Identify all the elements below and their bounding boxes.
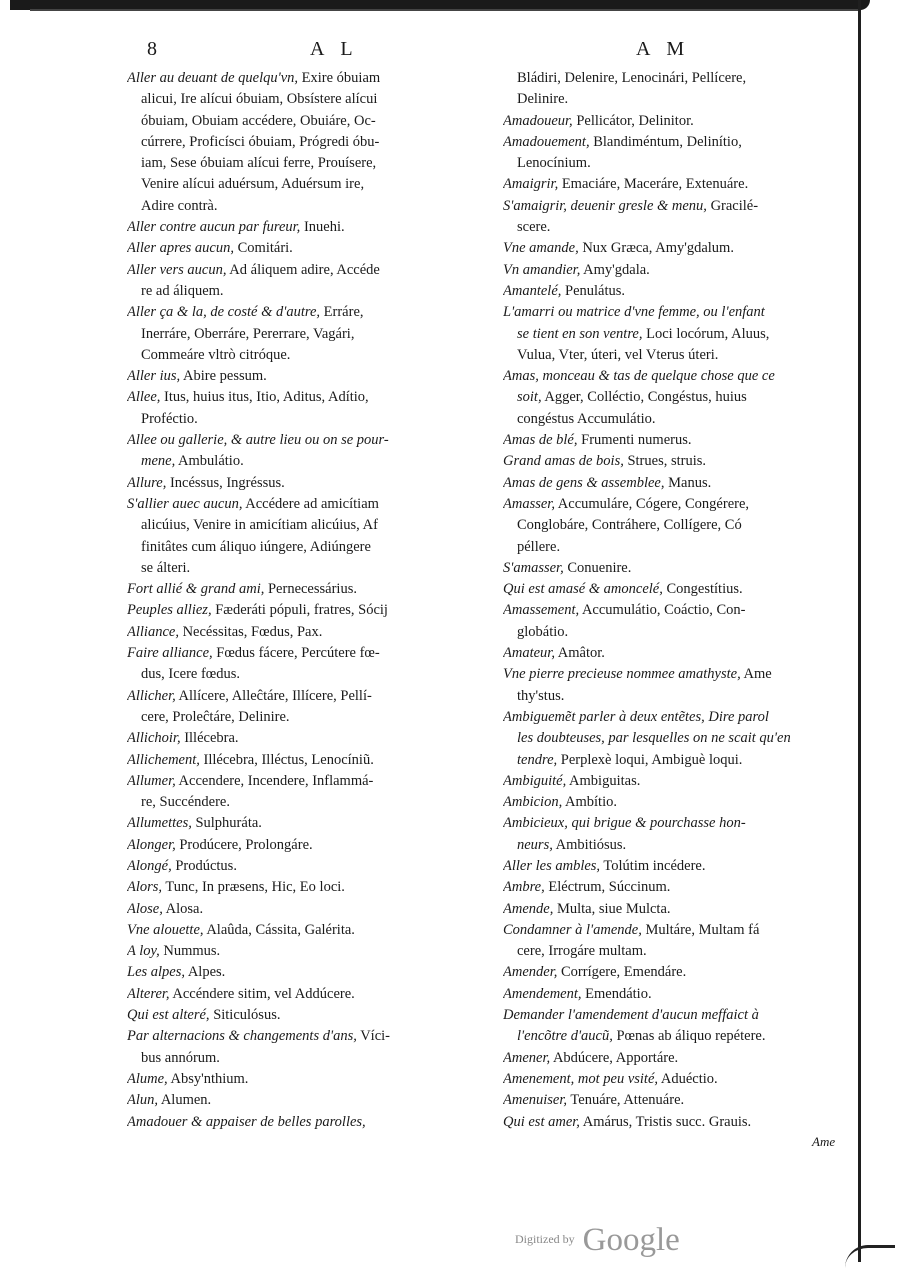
latin-equivalent: thy'stus.	[517, 687, 565, 704]
latin-equivalent: Tolútim incédere.	[600, 857, 706, 874]
dictionary-line	[127, 281, 481, 302]
latin-equivalent: Illécebra, Illéctus, Lenocíniũ.	[199, 751, 374, 768]
dictionary-line	[503, 856, 839, 877]
latin-equivalent: Conglobáre, Contráhere, Collígere, Có	[517, 517, 742, 534]
headword: Aller au deuant de quelqu'vn,	[127, 70, 299, 86]
headword: Faire alliance,	[127, 645, 213, 662]
latin-equivalent: Accéndere sitim, vel Addúcere.	[169, 985, 355, 1002]
latin-equivalent: re, Succéndere.	[141, 794, 230, 811]
headword: Aller contre aucun par fureur,	[127, 219, 301, 236]
latin-equivalent: Abire pessum.	[180, 368, 267, 385]
latin-equivalent: finitâtes cum áliquo iúngere, Adiúngere	[141, 538, 371, 555]
latin-equivalent: alicui, Ire alícui óbuiam, Obsístere alícui	[141, 91, 378, 108]
dictionary-line	[127, 686, 481, 707]
latin-equivalent: Alpes.	[185, 964, 226, 981]
latin-equivalent: Pellicátor, Delinitor.	[572, 112, 694, 129]
headword: Amende,	[503, 900, 554, 917]
latin-equivalent: Proféctio.	[141, 410, 198, 427]
latin-equivalent: Inuehi.	[300, 219, 345, 236]
latin-equivalent: Pernecessárius.	[264, 581, 357, 598]
headword: Amendement,	[503, 985, 582, 1002]
dictionary-line	[127, 856, 481, 877]
dictionary-line	[127, 153, 481, 174]
headword: Ambre,	[503, 879, 545, 896]
headword: Vne alouette,	[127, 921, 204, 938]
headword: Vne amande,	[503, 240, 579, 257]
latin-equivalent: Loci locórum, Aluus,	[642, 325, 770, 342]
dictionary-line	[503, 1069, 839, 1090]
latin-equivalent: Fœdus fácere, Percútere fœ-	[212, 645, 380, 662]
latin-equivalent: Inerráre, Oberráre, Pererrare, Vagári,	[141, 325, 355, 342]
dictionary-line	[503, 771, 839, 792]
dictionary-line	[127, 132, 481, 153]
dictionary-line	[503, 899, 839, 920]
latin-equivalent: Corrígere, Emendáre.	[557, 964, 687, 981]
headword: l'encõtre d'aucũ,	[517, 1028, 613, 1045]
dictionary-line	[127, 835, 481, 856]
headword: Les alpes,	[127, 964, 185, 981]
latin-equivalent: Ame	[740, 666, 772, 683]
digitized-by-text: Digitized by	[515, 1232, 575, 1246]
latin-equivalent: Eléctrum, Súccinum.	[544, 879, 671, 896]
dictionary-line	[503, 345, 839, 366]
dictionary-line	[127, 1069, 481, 1090]
latin-equivalent: Aduéctio.	[658, 1070, 718, 1087]
latin-equivalent: óbuiam, Obuiam accédere, Obuiáre, Oc-	[141, 112, 376, 129]
dictionary-line	[127, 941, 481, 962]
latin-equivalent: Alumen.	[158, 1092, 212, 1109]
latin-equivalent: Penulátus.	[561, 282, 626, 299]
latin-equivalent: cúrrere, Proficísci óbuiam, Prógredi óbu-	[141, 133, 380, 150]
dictionary-line	[503, 1090, 839, 1111]
dictionary-line	[127, 494, 481, 515]
headword: Amadouer & appaiser de belles parolles,	[127, 1113, 366, 1130]
headword: Alonger,	[127, 836, 176, 853]
dictionary-line	[503, 835, 839, 856]
headword: soit,	[517, 389, 542, 406]
latin-equivalent: Adire contrà.	[141, 197, 218, 214]
headword: Amas, monceau & tas de quelque chose que ce	[503, 368, 775, 385]
dictionary-line	[503, 260, 839, 281]
latin-equivalent: iam, Sese óbuiam alícui ferre, Prouísere,	[141, 155, 377, 172]
headword: S'amaigrir, deuenir gresle & menu,	[503, 197, 707, 214]
latin-equivalent: Tenuáre, Attenuáre.	[567, 1092, 685, 1109]
dictionary-line	[127, 579, 481, 600]
dictionary-line	[503, 68, 839, 89]
dictionary-line	[503, 1048, 839, 1069]
headword: Amenuiser,	[503, 1092, 568, 1109]
headword: Amateur,	[503, 645, 555, 662]
dictionary-line	[127, 728, 481, 749]
headword: Amenement, mot peu vsité,	[503, 1070, 659, 1087]
dictionary-line	[503, 622, 839, 643]
headword: Alun,	[127, 1092, 159, 1109]
latin-equivalent: Frumenti numerus.	[577, 432, 692, 449]
latin-equivalent: Multáre, Multam fá	[641, 921, 760, 938]
latin-equivalent: Accumuláre, Cógere, Congérere,	[554, 495, 750, 512]
dictionary-line	[127, 899, 481, 920]
dictionary-line	[127, 89, 481, 110]
dictionary-line	[127, 473, 481, 494]
dictionary-line	[503, 217, 839, 238]
right-running-head: A M	[636, 38, 691, 60]
headword: S'allier auec aucun,	[127, 495, 243, 512]
google-logo: Google	[582, 1222, 680, 1258]
latin-equivalent: congéstus Accumulátio.	[517, 410, 656, 427]
dictionary-line	[127, 366, 481, 387]
headword: Qui est amer,	[503, 1113, 580, 1130]
dictionary-line	[127, 643, 481, 664]
latin-equivalent: Bládiri, Delenire, Lenocinári, Pellícere,	[517, 70, 747, 86]
dictionary-line	[127, 813, 481, 834]
headword: Amantelé,	[503, 282, 562, 299]
dictionary-line	[503, 196, 839, 217]
latin-equivalent: Absy'nthium.	[167, 1070, 249, 1087]
latin-equivalent: re ad áliquem.	[141, 282, 224, 299]
latin-equivalent: Ambulátio.	[175, 453, 244, 470]
headword: Alume,	[127, 1070, 168, 1087]
headword: Ambicion,	[503, 794, 563, 811]
headword: Amaigrir,	[503, 176, 559, 193]
dictionary-line	[503, 962, 839, 983]
dictionary-line	[503, 409, 839, 430]
dictionary-line	[503, 920, 839, 941]
headword: Aller apres aucun,	[127, 240, 234, 257]
headword: Allure,	[127, 474, 167, 491]
latin-equivalent: Strues, struis.	[623, 453, 707, 470]
dictionary-line	[503, 238, 839, 259]
dictionary-line	[503, 366, 839, 387]
headword: tendre,	[517, 751, 558, 768]
dictionary-line	[127, 111, 481, 132]
dictionary-line	[503, 984, 839, 1005]
headword: Allee ou gallerie, & autre lieu ou on se pour-	[127, 432, 389, 449]
dictionary-line	[503, 643, 839, 664]
dictionary-line	[127, 664, 481, 685]
latin-equivalent: Ambítio.	[562, 794, 617, 811]
latin-equivalent: Incéssus, Ingréssus.	[166, 474, 285, 491]
headword: Amadouement,	[503, 133, 590, 150]
headword: neurs,	[517, 836, 553, 853]
latin-equivalent: Ambiguitas.	[566, 772, 641, 789]
headword: Peuples alliez,	[127, 602, 212, 619]
dictionary-line	[503, 111, 839, 132]
latin-equivalent: Necéssitas, Fœdus, Pax.	[178, 623, 323, 640]
dictionary-line	[127, 1090, 481, 1111]
headword: Aller ça & la, de costé & d'autre,	[127, 304, 321, 321]
headword: Vn amandier,	[503, 261, 581, 278]
headword: Aller les ambles,	[503, 857, 601, 874]
headword: Alliance,	[127, 623, 179, 640]
latin-equivalent: Accédere ad amicítiam	[242, 495, 379, 512]
dictionary-line	[503, 174, 839, 195]
dictionary-line	[127, 238, 481, 259]
latin-equivalent: Siticulósus.	[209, 1007, 281, 1024]
dictionary-line	[127, 451, 481, 472]
latin-equivalent: Prodúctus.	[171, 857, 237, 874]
dictionary-line	[127, 387, 481, 408]
dictionary-line	[503, 941, 839, 962]
latin-equivalent: Agger, Colléctio, Congéstus, huius	[541, 389, 747, 406]
headword: Alongé,	[127, 857, 172, 874]
dictionary-line	[127, 1026, 481, 1047]
latin-equivalent: cere, Irrogáre multam.	[517, 943, 647, 960]
headword: S'amasser,	[503, 559, 564, 576]
latin-equivalent: globátio.	[517, 623, 569, 640]
dictionary-line	[503, 494, 839, 515]
headword: Amas de gens & assemblee,	[503, 474, 665, 491]
dictionary-line	[503, 813, 839, 834]
page-number: 8	[147, 38, 163, 60]
dictionary-line	[127, 345, 481, 366]
dictionary-line	[503, 302, 839, 323]
latin-equivalent: Comitári.	[234, 240, 293, 257]
dictionary-line	[127, 707, 481, 728]
headword: Amas de blé,	[503, 432, 578, 449]
dictionary-line	[503, 473, 839, 494]
headword: Alors,	[127, 879, 163, 896]
dictionary-line	[127, 984, 481, 1005]
latin-equivalent: Víci-	[356, 1028, 390, 1045]
dictionary-line	[127, 430, 481, 451]
dictionary-line	[503, 537, 839, 558]
latin-equivalent: Pœnas ab áliquo repétere.	[612, 1028, 766, 1045]
latin-equivalent: Lenocínium.	[517, 155, 591, 172]
dictionary-line	[503, 1112, 839, 1133]
dictionary-line	[503, 451, 839, 472]
dictionary-line	[503, 1026, 839, 1047]
headword: Demander l'amendement d'aucun meffaict à	[503, 1007, 759, 1024]
dictionary-line	[127, 515, 481, 536]
dictionary-line	[503, 664, 839, 685]
latin-equivalent: Accendere, Incendere, Inflammá-	[175, 772, 374, 789]
dictionary-line	[127, 1112, 481, 1133]
headword: Amender,	[503, 964, 558, 981]
dictionary-line	[127, 600, 481, 621]
dictionary-line	[127, 962, 481, 983]
dictionary-line	[503, 430, 839, 451]
headword: Aller ius,	[127, 368, 181, 385]
dictionary-line	[503, 707, 839, 728]
latin-equivalent: se álteri.	[141, 559, 191, 576]
latin-equivalent: Gracilé-	[706, 197, 759, 214]
headword: Par alternacions & changements d'ans,	[127, 1028, 357, 1045]
left-running-head: A L	[310, 38, 359, 60]
dictionary-line	[127, 68, 481, 89]
latin-equivalent: Tunc, In præsens, Hic, Eo loci.	[162, 879, 345, 896]
latin-equivalent: Perplexè loqui, Ambiguè loqui.	[557, 751, 743, 768]
latin-equivalent: scere.	[517, 219, 551, 236]
headword: Allicher,	[127, 687, 176, 704]
headword: Allumer,	[127, 772, 176, 789]
latin-equivalent: péllere.	[517, 538, 561, 555]
dictionary-line	[503, 792, 839, 813]
latin-equivalent: Abdúcere, Apportáre.	[550, 1049, 679, 1066]
headword: Qui est amasé & amoncelé,	[503, 581, 663, 598]
headword: Alterer,	[127, 985, 170, 1002]
latin-equivalent: Illécebra.	[180, 730, 239, 747]
dictionary-line	[127, 771, 481, 792]
headword: mene,	[141, 453, 176, 470]
latin-equivalent: cere, Proleĉtáre, Delinire.	[141, 708, 290, 725]
latin-equivalent: Itus, huius itus, Itio, Aditus, Adítio,	[160, 389, 369, 406]
headword: Ambicieux, qui brigue & pourchasse hon-	[503, 815, 746, 832]
latin-equivalent: Accumulátio, Coáctio, Con-	[579, 602, 746, 619]
right-column	[503, 68, 839, 1133]
headword: Alose,	[127, 900, 163, 917]
headword: Fort allié & grand ami,	[127, 581, 265, 598]
latin-equivalent: Congestítius.	[662, 581, 743, 598]
dictionary-line	[127, 217, 481, 238]
dictionary-line	[127, 324, 481, 345]
latin-equivalent: Prodúcere, Prolongáre.	[175, 836, 313, 853]
headword: Condamner à l'amende,	[503, 921, 642, 938]
dictionary-line	[503, 579, 839, 600]
latin-equivalent: Multa, siue Mulcta.	[553, 900, 671, 917]
latin-equivalent: Vulua, Vter, úteri, vel Vterus úteri.	[517, 346, 719, 363]
dictionary-line	[503, 515, 839, 536]
dictionary-line	[127, 792, 481, 813]
dictionary-line	[127, 302, 481, 323]
headword: Amasser,	[503, 495, 555, 512]
latin-equivalent: bus annórum.	[141, 1049, 220, 1066]
headword: L'amarri ou matrice d'vne femme, ou l'enfant	[503, 304, 765, 321]
left-column	[127, 68, 481, 1133]
latin-equivalent: Sulphuráta.	[191, 815, 262, 832]
headword: Qui est alteré,	[127, 1007, 210, 1024]
latin-equivalent: Nummus.	[159, 943, 221, 960]
headword: Ambiguemẽt parler à deux entẽtes, Dire parol	[503, 708, 769, 725]
latin-equivalent: Amâtor.	[554, 645, 605, 662]
page-top-rule	[30, 9, 860, 11]
latin-equivalent: Delinire.	[517, 91, 569, 108]
latin-equivalent: Emendátio.	[581, 985, 652, 1002]
latin-equivalent: Amárus, Tristis succ. Grauis.	[579, 1113, 752, 1130]
dictionary-line	[503, 750, 839, 771]
dictionary-line	[127, 750, 481, 771]
dictionary-line	[503, 153, 839, 174]
headword: Ambiguité,	[503, 772, 567, 789]
latin-equivalent: Ad áliquem adire, Accéde	[226, 261, 380, 278]
page-right-edge	[858, 0, 861, 1262]
dictionary-line	[127, 877, 481, 898]
dictionary-line	[127, 174, 481, 195]
catchword: Ame	[812, 1134, 836, 1149]
latin-equivalent: dus, Icere fœdus.	[141, 666, 241, 683]
headword: Allee,	[127, 389, 161, 406]
dictionary-line	[127, 558, 481, 579]
dictionary-line	[503, 728, 839, 749]
latin-equivalent: Manus.	[664, 474, 712, 491]
headword: les doubteuses, par lesquelles on ne scait qu'en	[517, 730, 791, 747]
dictionary-line	[503, 877, 839, 898]
dictionary-line	[127, 622, 481, 643]
digitized-footer	[515, 1222, 680, 1259]
headword: Grand amas de bois,	[503, 453, 624, 470]
page-corner-curl	[845, 1245, 895, 1268]
dictionary-line	[503, 89, 839, 110]
headword: Aller vers aucun,	[127, 261, 227, 278]
dictionary-line	[503, 1005, 839, 1026]
latin-equivalent: Alosa.	[162, 900, 204, 917]
latin-equivalent: Conuenire.	[563, 559, 632, 576]
dictionary-line	[127, 260, 481, 281]
dictionary-line	[503, 281, 839, 302]
latin-equivalent: Allícere, Alleĉtáre, Illícere, Pellí-	[175, 687, 372, 704]
dictionary-line	[503, 686, 839, 707]
headword: Allichement,	[127, 751, 200, 768]
dictionary-line	[127, 196, 481, 217]
headword: Allichoir,	[127, 730, 181, 747]
latin-equivalent: Venire alícui aduérsum, Aduérsum ire,	[141, 176, 365, 193]
dictionary-line	[127, 920, 481, 941]
latin-equivalent: Emaciáre, Maceráre, Extenuáre.	[558, 176, 749, 193]
latin-equivalent: Alaûda, Cássita, Galérita.	[203, 921, 355, 938]
headword: Amassement,	[503, 602, 580, 619]
headword: Allumettes,	[127, 815, 192, 832]
latin-equivalent: Erráre,	[320, 304, 364, 321]
latin-equivalent: Amy'gdala.	[580, 261, 650, 278]
latin-equivalent: Ambitiósus.	[552, 836, 627, 853]
latin-equivalent: Fæderáti pópuli, fratres, Sócij	[211, 602, 388, 619]
headword: se tient en son ventre,	[517, 325, 643, 342]
headword: A loy,	[127, 943, 160, 960]
headword: Amadoueur,	[503, 112, 573, 129]
latin-equivalent: Blandiméntum, Delinítio,	[589, 133, 742, 150]
headword: Amener,	[503, 1049, 551, 1066]
dictionary-line	[503, 558, 839, 579]
dictionary-line	[127, 1005, 481, 1026]
latin-equivalent: alicúius, Venire in amicítiam alicúius, Af	[141, 517, 378, 534]
dictionary-line	[127, 537, 481, 558]
dictionary-line	[503, 600, 839, 621]
dictionary-line	[503, 132, 839, 153]
latin-equivalent: Exire óbuiam	[298, 70, 381, 86]
latin-equivalent: Nux Græca, Amy'gdalum.	[578, 240, 734, 257]
dictionary-line	[127, 1048, 481, 1069]
dictionary-line	[503, 324, 839, 345]
dictionary-line	[127, 409, 481, 430]
headword: Vne pierre precieuse nommee amathyste,	[503, 666, 741, 683]
dictionary-line	[503, 387, 839, 408]
latin-equivalent: Commeáre vltrò citróque.	[141, 346, 291, 363]
